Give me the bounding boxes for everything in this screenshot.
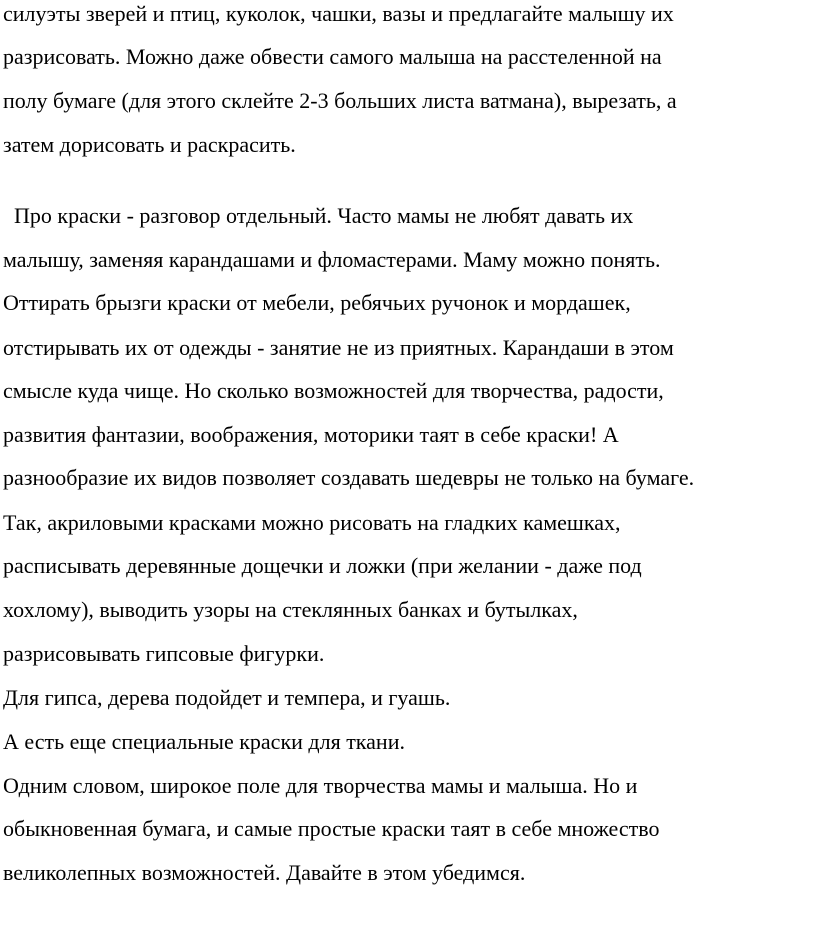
text-line: силуэты зверей и птиц, куколок, чашки, вазы и предлагайте малышу их bbox=[3, 1, 674, 26]
text-line: Оттирать брызги краски от мебели, ребячьих ручонок и мордашек, bbox=[3, 290, 631, 315]
text-line: малышу, заменяя карандашами и фломастерами. Маму можно понять. bbox=[3, 247, 661, 272]
text-line: великолепных возможностей. Давайте в этом убедимся. bbox=[3, 860, 526, 885]
text-line: затем дорисовать и раскрасить. bbox=[3, 132, 296, 157]
text-line: отстирывать их от одежды - занятие не из приятных. Карандаши в этом bbox=[3, 335, 674, 360]
text-line: смысле куда чище. Но сколько возможностей для творчества, радости, bbox=[3, 378, 664, 403]
text-line: Про краски - разговор отдельный. Часто мамы не любят давать их bbox=[3, 203, 634, 228]
text-line: хохлому), выводить узоры на стеклянных банках и бутылках, bbox=[3, 597, 578, 622]
text-line: разнообразие их видов позволяет создавать шедевры не только на бумаге. bbox=[3, 465, 695, 490]
text-line: разрисовать. Можно даже обвести самого малыша на расстеленной на bbox=[3, 44, 662, 69]
text-line: А есть еще специальные краски для ткани. bbox=[3, 729, 405, 754]
text-line: разрисовывать гипсовые фигурки. bbox=[3, 641, 325, 666]
text-line: расписывать деревянные дощечки и ложки (при желании - даже под bbox=[3, 553, 642, 578]
text-line: развития фантазии, воображения, моторики таят в себе краски! А bbox=[3, 422, 619, 447]
text-line: Так, акриловыми красками можно рисовать на гладких камешках, bbox=[3, 510, 621, 535]
text-line: Для гипса, дерева подойдет и темпера, и гуашь. bbox=[3, 685, 451, 710]
text-line: обыкновенная бумага, и самые простые краски таят в себе множество bbox=[3, 816, 660, 841]
text-line: Одним словом, широкое поле для творчества мамы и малыша. Но и bbox=[3, 773, 638, 798]
text-line: полу бумаге (для этого склейте 2-3 больших листа ватмана), вырезать, а bbox=[3, 88, 677, 113]
